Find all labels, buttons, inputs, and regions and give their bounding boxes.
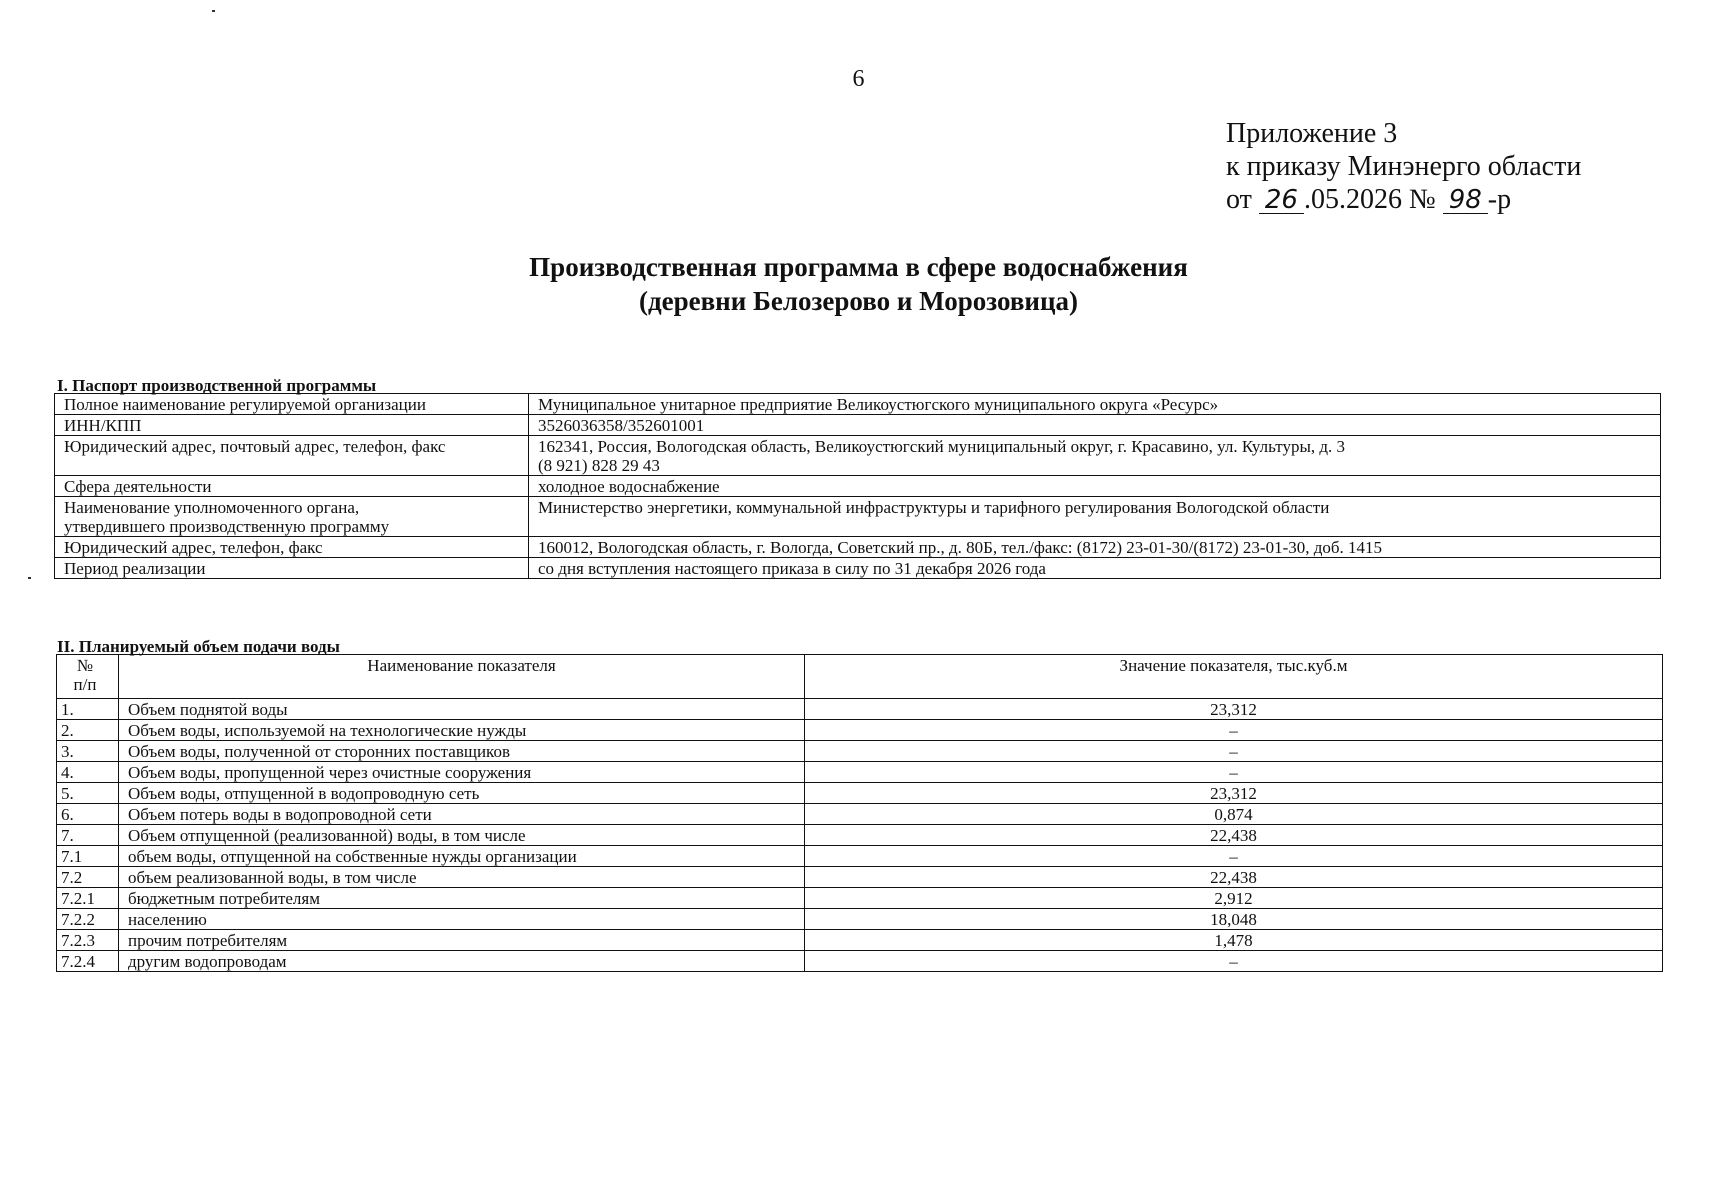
header-num <box>57 655 119 699</box>
header-num-line2: п/п <box>73 675 97 694</box>
row-value: Министерство энергетики, коммунальной инфраструктуры и тарифного регулирования Вологодской области <box>529 497 1661 537</box>
table-body <box>57 699 1663 972</box>
row-value-line2: (8 921) 828 29 43 <box>538 456 660 475</box>
header-value: Значение показателя, тыс.куб.м <box>805 655 1663 699</box>
row-value: – <box>805 951 1663 972</box>
table-row <box>57 825 1663 846</box>
row-value: холодное водоснабжение <box>529 476 1661 497</box>
table-row <box>57 846 1663 867</box>
passport-table <box>54 393 1661 579</box>
row-num: 1. <box>57 699 119 720</box>
table-row <box>55 394 1661 415</box>
table-row <box>57 699 1663 720</box>
order-suffix: -р <box>1487 184 1512 215</box>
row-value: Муниципальное унитарное предприятие Великоустюгского муниципального округа «Ресурс» <box>529 394 1661 415</box>
title-line2: (деревни Белозерово и Морозовица) <box>638 286 1079 316</box>
row-value: 2,912 <box>805 888 1663 909</box>
row-num: 7.1 <box>57 846 119 867</box>
section2-heading: II. Планируемый объем подачи воды <box>57 637 340 656</box>
date-rest: .05.2026 № <box>1303 184 1436 215</box>
row-name: объем реализованной воды, в том числе <box>119 867 805 888</box>
row-name: объем воды, отпущенной на собственные нужды организации <box>119 846 805 867</box>
row-num: 7.2.3 <box>57 930 119 951</box>
row-value: 22,438 <box>805 867 1663 888</box>
row-label-line1: Наименование уполномоченного органа, <box>64 498 360 517</box>
row-name: Объем потерь воды в водопроводной сети <box>119 804 805 825</box>
row-num: 5. <box>57 783 119 804</box>
row-label: Юридический адрес, почтовый адрес, телефон, факс <box>55 436 529 476</box>
date-prefix: от <box>1226 184 1252 215</box>
row-name: другим водопроводам <box>119 951 805 972</box>
table-row <box>57 783 1663 804</box>
table-row <box>57 804 1663 825</box>
header-name: Наименование показателя <box>119 655 805 699</box>
table-row <box>57 951 1663 972</box>
row-num: 7.2.1 <box>57 888 119 909</box>
row-label: Юридический адрес, телефон, факс <box>55 537 529 558</box>
header-num-line1: № <box>76 656 94 675</box>
row-value: – <box>805 846 1663 867</box>
row-name: прочим потребителям <box>119 930 805 951</box>
row-value: 160012, Вологодская область, г. Вологда, Советский пр., д. 80Б, тел./факс: (8172) 23-01-30/(8172) 23-01-30, доб. 1415 <box>529 537 1661 558</box>
row-num: 7.2 <box>57 867 119 888</box>
row-value: 18,048 <box>805 909 1663 930</box>
appendix-block <box>1226 117 1581 216</box>
table-row <box>57 720 1663 741</box>
row-value: со дня вступления настоящего приказа в силу по 31 декабря 2026 года <box>529 558 1661 579</box>
row-num: 6. <box>57 804 119 825</box>
row-name: Объем поднятой воды <box>119 699 805 720</box>
appendix-date-line <box>1226 183 1581 216</box>
table-row <box>57 909 1663 930</box>
table-row <box>57 888 1663 909</box>
order-number: 98 <box>1443 187 1488 214</box>
row-value: 23,312 <box>805 699 1663 720</box>
table-row <box>55 537 1661 558</box>
row-num: 7. <box>57 825 119 846</box>
row-value: – <box>805 720 1663 741</box>
page-number: 6 <box>852 66 865 92</box>
table-row <box>55 558 1661 579</box>
row-num: 2. <box>57 720 119 741</box>
row-value: – <box>805 762 1663 783</box>
row-name: бюджетным потребителям <box>119 888 805 909</box>
table-row <box>57 930 1663 951</box>
row-value <box>529 436 1661 476</box>
document-title <box>0 250 1717 318</box>
row-value: – <box>805 741 1663 762</box>
table-header-row <box>57 655 1663 699</box>
row-label: Период реализации <box>55 558 529 579</box>
row-value: 22,438 <box>805 825 1663 846</box>
row-name: Объем воды, пропущенной через очистные сооружения <box>119 762 805 783</box>
row-name: Объем воды, полученной от сторонних поставщиков <box>119 741 805 762</box>
row-label <box>55 497 529 537</box>
row-label: Полное наименование регулируемой организации <box>55 394 529 415</box>
row-num: 7.2.2 <box>57 909 119 930</box>
table-row <box>57 741 1663 762</box>
row-label-line2: утвердившего производственную программу <box>64 517 390 536</box>
table-row <box>57 762 1663 783</box>
row-label: Сфера деятельности <box>55 476 529 497</box>
row-value: 3526036358/352601001 <box>529 415 1661 436</box>
appendix-line1: Приложение 3 <box>1226 118 1398 149</box>
water-volume-table <box>56 654 1663 972</box>
row-name: Объем воды, отпущенной в водопроводную сеть <box>119 783 805 804</box>
row-value-line1: 162341, Россия, Вологодская область, Великоустюгский муниципальный округ, г. Красавино, ул. Культуры, д. 3 <box>538 437 1346 456</box>
row-label: ИНН/КПП <box>55 415 529 436</box>
row-value: 1,478 <box>805 930 1663 951</box>
appendix-line2: к приказу Минэнерго области <box>1226 151 1582 182</box>
row-name: Объем отпущенной (реализованной) воды, в том числе <box>119 825 805 846</box>
table-row <box>55 497 1661 537</box>
row-num: 3. <box>57 741 119 762</box>
row-num: 7.2.4 <box>57 951 119 972</box>
title-line1: Производственная программа в сфере водоснабжения <box>529 252 1188 282</box>
row-value: 0,874 <box>805 804 1663 825</box>
scan-speck <box>28 577 31 579</box>
table-row <box>55 436 1661 476</box>
row-name: Объем воды, используемой на технологические нужды <box>119 720 805 741</box>
row-value: 23,312 <box>805 783 1663 804</box>
table-row <box>57 867 1663 888</box>
table-row <box>55 476 1661 497</box>
row-name: населению <box>119 909 805 930</box>
scan-speck <box>212 10 215 12</box>
date-day: 26 <box>1259 187 1304 214</box>
section1-heading: I. Паспорт производственной программы <box>57 376 377 395</box>
table-row <box>55 415 1661 436</box>
row-num: 4. <box>57 762 119 783</box>
